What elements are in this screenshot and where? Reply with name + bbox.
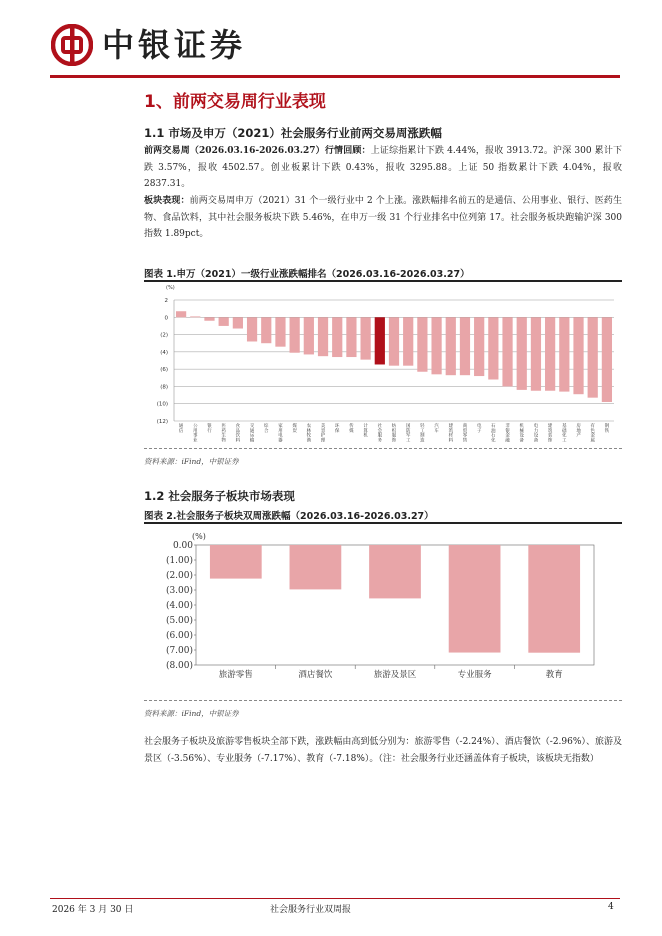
chart2-bar bbox=[528, 545, 580, 653]
market-review-lead: 前两交易周（2026.03.16-2026.03.27）行情回顾： bbox=[144, 146, 371, 156]
chart2-ytick-label: (2.00) bbox=[165, 571, 193, 581]
chart1-category-label: 通信 bbox=[178, 424, 184, 434]
chart1-bar bbox=[417, 317, 427, 371]
chart1-ytick-label: (6) bbox=[160, 367, 168, 374]
chart1-category-label: 传媒 bbox=[349, 424, 354, 434]
chart1-category-label: 电力设备 bbox=[533, 424, 539, 443]
chart1-bar bbox=[275, 317, 285, 346]
chart1-category-label: 机械设备 bbox=[519, 424, 524, 443]
chart1-category-label: 医药生物 bbox=[221, 424, 226, 443]
chart1-category-label: 有色金属 bbox=[590, 424, 595, 443]
chart2-category-label: 酒店餐饮 bbox=[298, 670, 333, 680]
market-review-body: 上证综指累计下跌 4.44%，报收 3913.72。沪深 300 累计下跌 3.57%，报收 4502.57。创业板累计下跌 0.43%，报收 3295.88。上证 50 指数累计下跌 4.04%，报收 2837.31。 bbox=[144, 146, 622, 189]
chart1-bar bbox=[502, 317, 512, 386]
chart1-bar bbox=[431, 317, 441, 374]
subsection-title-1: 1.1 市场及申万（2021）社会服务行业前两交易周涨跌幅 bbox=[144, 126, 442, 140]
subsector-return-chart bbox=[144, 525, 622, 695]
chart1-bar bbox=[488, 317, 498, 379]
chart2-ytick-label: 0.00 bbox=[172, 541, 193, 551]
chart2-bar bbox=[449, 545, 501, 653]
chart2-category-label: 专业服务 bbox=[457, 670, 492, 680]
footer-report-title: 社会服务行业双周报 bbox=[270, 905, 352, 915]
chart1-category-label: 社会服务 bbox=[377, 424, 383, 443]
chart2-bar bbox=[210, 545, 262, 579]
chart1-bar bbox=[219, 317, 229, 326]
chart1-bar bbox=[403, 317, 413, 365]
chart1-bar bbox=[361, 317, 371, 359]
chart1-bar bbox=[176, 311, 186, 317]
chart1-category-label: 银行 bbox=[207, 424, 212, 434]
chart2-ytick-label: (5.00) bbox=[165, 616, 193, 626]
chart1-category-label: 石油石化 bbox=[491, 424, 496, 443]
subsector-summary-paragraph: 社会服务子板块及旅游零售板块全部下跌，涨跌幅由高到低分别为：旅游零售（-2.24%）、酒店餐饮（-2.96%）、旅游及景区（-3.56%）、专业服务（-7.17%）、教育（-7.18%）。（注：社会服务行业还涵盖体育子板块，该板块无指数） bbox=[144, 737, 622, 764]
figure-1-top-rule bbox=[144, 280, 622, 282]
page-number: 4 bbox=[608, 902, 614, 912]
chart1-category-label: 建筑装饰 bbox=[547, 424, 553, 443]
market-review-paragraph bbox=[144, 143, 622, 193]
chart2-ytick-label: (7.00) bbox=[165, 646, 193, 656]
header-rule bbox=[50, 75, 620, 78]
subsection-title-2: 1.2 社会服务子板块市场表现 bbox=[144, 489, 295, 503]
figure-2-source: 资料来源：iFind，中银证券 bbox=[144, 709, 239, 718]
chart2-ytick-label: (8.00) bbox=[165, 661, 193, 671]
chart1-category-label: 农林牧渔 bbox=[306, 424, 312, 443]
figure-1-bottom-rule bbox=[144, 448, 622, 449]
chart1-category-label: 环保 bbox=[335, 424, 340, 434]
chart1-bar bbox=[346, 317, 356, 357]
chart1-ytick-label: 0 bbox=[164, 315, 168, 322]
chart1-category-label: 钢铁 bbox=[604, 424, 610, 434]
chart2-ytick-label: (4.00) bbox=[165, 601, 193, 611]
figure-1-source: 资料来源：iFind，中银证券 bbox=[144, 457, 239, 466]
brand-name: 中银证券 bbox=[102, 26, 247, 64]
chart1-category-label: 商贸零售 bbox=[462, 424, 468, 443]
figure-2-title: 图表 2.社会服务子板块双周涨跌幅（2026.03.16-2026.03.27） bbox=[144, 511, 434, 522]
chart1-ytick-label: 2 bbox=[164, 298, 168, 304]
chart1-bar bbox=[332, 317, 342, 357]
chart1-category-label: 交通运输 bbox=[249, 424, 255, 443]
footer-rule bbox=[50, 898, 620, 899]
chart2-unit-label: (%) bbox=[192, 532, 206, 541]
sector-performance-body: 前两交易周申万（2021）31 个一级行业中 2 个上涨。涨跌幅排名前五的是通信、公用事业、银行、医药生物、食品饮料，其中社会服务板块下跌 5.46%，在申万一级 31 个行业排名中位列第 17。社会服务板块跑输沪深 300 指数 1.89pct。 bbox=[144, 196, 622, 239]
chart1-bar bbox=[559, 317, 569, 391]
chart1-ytick-label: (12) bbox=[156, 419, 168, 425]
chart1-bar bbox=[389, 317, 399, 365]
chart1-category-label: 基础化工 bbox=[562, 424, 567, 443]
chart1-category-label: 美容护理 bbox=[320, 424, 326, 443]
chart1-bar bbox=[588, 317, 598, 397]
footer-date: 2026 年 3 月 30 日 bbox=[52, 905, 134, 915]
chart1-bar bbox=[531, 317, 541, 390]
chart2-ytick-label: (6.00) bbox=[165, 631, 193, 641]
chart1-category-label: 食品饮料 bbox=[235, 424, 241, 443]
chart1-bar bbox=[304, 317, 314, 354]
chart1-bar bbox=[204, 317, 214, 320]
chart2-bar bbox=[290, 545, 342, 589]
chart1-ytick-label: (4) bbox=[160, 349, 168, 356]
chart1-category-label: 非银金融 bbox=[505, 424, 510, 443]
industry-return-chart bbox=[144, 283, 622, 443]
chart1-category-label: 纺织服饰 bbox=[391, 424, 397, 443]
chart1-bar bbox=[190, 316, 200, 317]
chart1-bar bbox=[602, 317, 612, 402]
chart1-category-label: 房地产 bbox=[576, 424, 581, 439]
chart1-category-label: 煤炭 bbox=[292, 424, 297, 434]
chart1-bar bbox=[573, 317, 583, 394]
chart1-category-label: 轻工制造 bbox=[420, 424, 425, 443]
chart2-bar bbox=[369, 545, 421, 598]
chart2-category-label: 旅游零售 bbox=[218, 670, 253, 680]
chart1-category-label: 公用事业 bbox=[193, 424, 198, 443]
figure-1-title: 图表 1.申万（2021）一级行业涨跌幅排名（2026.03.16-2026.03.27） bbox=[144, 269, 470, 280]
section-title: 1、前两交易周行业表现 bbox=[144, 92, 326, 112]
chart1-bar bbox=[446, 317, 456, 375]
chart1-category-label: 电子 bbox=[476, 424, 482, 434]
chart1-category-label: 建筑材料 bbox=[448, 424, 453, 443]
chart1-bar bbox=[474, 317, 484, 376]
bank-logo-icon bbox=[51, 24, 93, 66]
chart1-bar bbox=[375, 317, 385, 364]
chart1-bar bbox=[233, 317, 243, 328]
chart1-unit-label: (%) bbox=[166, 285, 175, 291]
figure-2-top-rule bbox=[144, 522, 622, 524]
chart1-category-label: 家用电器 bbox=[278, 424, 283, 443]
chart1-ytick-label: (10) bbox=[156, 401, 168, 408]
sector-performance-paragraph bbox=[144, 193, 622, 243]
chart1-category-label: 计算机 bbox=[363, 424, 368, 439]
chart1-bar bbox=[318, 317, 328, 356]
sector-performance-lead: 板块表现： bbox=[144, 196, 190, 206]
chart2-category-label: 旅游及景区 bbox=[373, 670, 417, 680]
chart1-category-label: 综合 bbox=[264, 424, 269, 434]
chart2-ytick-label: (1.00) bbox=[165, 556, 193, 566]
chart1-bar bbox=[517, 317, 527, 390]
chart2-ytick-label: (3.00) bbox=[165, 586, 193, 596]
chart1-bar bbox=[247, 317, 257, 341]
chart1-bar bbox=[261, 317, 271, 343]
figure-2-bottom-rule bbox=[144, 700, 622, 701]
chart1-category-label: 汽车 bbox=[434, 424, 439, 434]
chart1-ytick-label: (8) bbox=[160, 384, 168, 391]
chart1-bar bbox=[290, 317, 300, 352]
chart1-ytick-label: (2) bbox=[160, 332, 168, 339]
chart1-bar bbox=[460, 317, 470, 375]
chart2-category-label: 教育 bbox=[545, 670, 563, 680]
chart1-bar bbox=[545, 317, 555, 390]
chart1-category-label: 国防军工 bbox=[405, 424, 411, 443]
